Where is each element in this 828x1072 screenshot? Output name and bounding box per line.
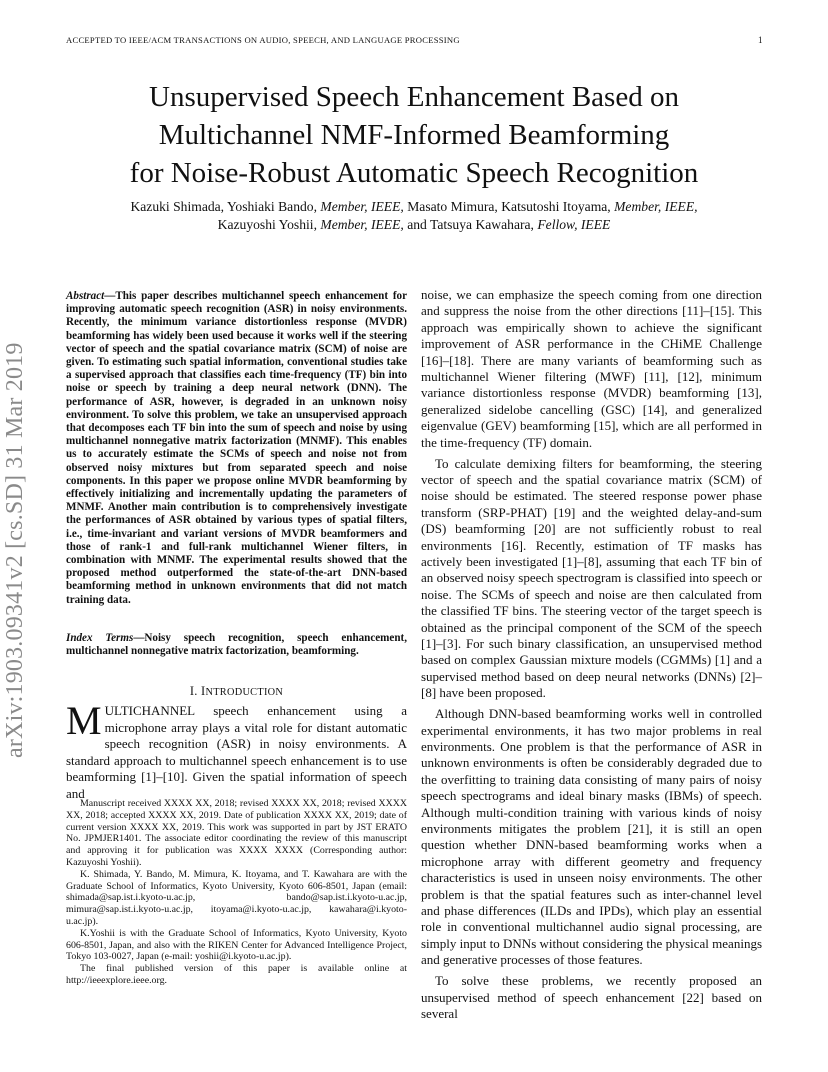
author-affiliation: Member, IEEE, xyxy=(320,199,404,214)
footnote: Manuscript received XXXX XX, 2018; revised XXXX XX, 2018; revised XXXX XX, 2018; accepted XXXX XX, 2019. Date of publication XXXX XX, 2019; date of current version XXXX XX, 2019. This work was supported in part by JST ERATO No. JPMJER1401. The associate editor coordinating the review of this manuscript and approving it for publication was XXXX XXXX (Corresponding author: Kazuyoshi Yoshii). xyxy=(66,798,407,868)
running-head: ACCEPTED TO IEEE/ACM TRANSACTIONS ON AUDIO, SPEECH, AND LANGUAGE PROCESSING xyxy=(66,35,460,45)
footnotes xyxy=(66,798,407,987)
author-text: Kazuki Shimada, Yoshiaki Bando, xyxy=(130,199,321,214)
title-line: Unsupervised Speech Enhancement Based on xyxy=(149,81,679,113)
index-terms xyxy=(66,632,407,658)
body-paragraph: To calculate demixing filters for beamforming, the steering vector of speech and the spatial covariance matrix (SCM) of noise should be estimated. The steered response power phase transform (SRP-PHAT) [19] and the weighted delay-and-sum (DS) beamforming [20] are not sufficiently robust to real environments [16]. Recently, estimation of TF masks has actively been investigated [1]–[8], assuming that each TF bin of an observed noisy speech spectrogram is classified into speech or noise. The SCMs of speech and noise are then calculated from the classified TF bins. The steering vector of the target speech is obtained as the principal component of the SCM of the speech [1]–[3]. For such binary classification, an unsupervised method based on complex Gaussian mixture models (CGMMs) [1] and a supervised method based on deep neural networks (DNNs) [2]–[8] have been proposed. xyxy=(421,455,762,701)
body-paragraph: To solve these problems, we recently proposed an unsupervised method of speech enhancement [22] based on several xyxy=(421,973,762,1021)
footnote: The final published version of this paper is available online at http://ieeexplore.ieee.org. xyxy=(66,963,407,986)
author-affiliation: Member, IEEE, xyxy=(320,217,404,232)
author-affiliation: Fellow, IEEE xyxy=(537,217,611,232)
author-affiliation: Member, IEEE, xyxy=(614,199,698,214)
footnote: K. Shimada, Y. Bando, M. Mimura, K. Itoyama, and T. Kawahara are with the Graduate School of Informatics, Kyoto University, Kyoto 606-8501, Japan (email: shimada@sap.ist.i.kyoto-u.ac.jp, bando@sap.ist.i.kyoto-u.ac.jp, mimura@sap.ist.i.kyoto-u.ac.jp, itoyama@i.kyoto-u.ac.jp, kawahara@i.kyoto-u.ac.jp). xyxy=(66,868,407,927)
section-numeral: I. I xyxy=(189,684,206,698)
author-line-1 xyxy=(50,198,778,216)
page-number: 1 xyxy=(758,35,763,45)
footnote: K.Yoshii is with the Graduate School of Informatics, Kyoto University, Kyoto 606-8501, Japan, and also with the RIKEN Center for Advanced Intelligence Project, Tokyo 103-0027, Japan (e-mail: yoshii@i.kyoto-u.ac.jp). xyxy=(66,927,407,963)
drop-cap: M xyxy=(66,698,102,743)
body-paragraph: noise, we can emphasize the speech coming from one direction and suppress the noise from the other directions [11]–[15]. This approach was empirically shown to achieve the significant improvement of ASR performance in the CHiME Challenge [16]–[18]. There are many variants of beamforming such as multichannel Wiener filtering (MWF) [11], [12], minimum variance distortionless response (MVDR) beamforming [13], generalized sidelobe cancelling (GSC) [14], and generalized eigenvalue (GEV) beamforming [15], which are all performed in the time-frequency (TF) domain. xyxy=(421,287,762,450)
abstract xyxy=(66,290,407,607)
intro-paragraph xyxy=(66,698,407,802)
title-line: Multichannel NMF-Informed Beamforming xyxy=(158,119,670,151)
intro-text: ULTICHANNEL speech enhancement using a microphone array plays a vital role for distant automatic speech recognition (ASR) in noisy environments. A standard approach to multichannel speech enhancement is to use beamforming [1]–[10]. Given the spatial information of speech and xyxy=(66,703,407,801)
author-text: and Tatsuya Kawahara, xyxy=(403,217,538,232)
title-line: for Noise-Robust Automatic Speech Recognition xyxy=(129,157,699,189)
author-text: Kazuyoshi Yoshii, xyxy=(217,217,321,232)
index-terms-text: —Noisy speech recognition, speech enhancement, multichannel nonnegative matrix factorization, beamforming. xyxy=(66,632,407,658)
arxiv-identifier[interactable]: arXiv:1903.09341v2 [cs.SD] 31 Mar 2019 xyxy=(2,342,28,758)
author-line-2 xyxy=(50,216,778,234)
index-terms-label: Index Terms xyxy=(66,632,134,644)
author-list xyxy=(50,198,778,234)
paper-title xyxy=(40,78,788,192)
right-column xyxy=(421,287,762,1022)
author-text: Masato Mimura, Katsutoshi Itoyama, xyxy=(403,199,615,214)
abstract-label: Abstract xyxy=(66,290,105,302)
section-title: NTRODUCTION xyxy=(205,687,284,698)
section-heading xyxy=(66,684,407,699)
abstract-text: —This paper describes multichannel speech enhancement for improving automatic speech recognition (ASR) in noisy environments. Recently, the minimum variance distortionless response (MVDR) beamforming has widely been used because it works well if the steering vector of speech and the spatial covariance matrix (SCM) of noise are given. To estimating such spatial information, conventional studies take a supervised approach that classifies each time-frequency (TF) bin into noise or speech by training a deep neural network (DNN). The performance of ASR, however, is degraded in an unknown noisy environment. To solve this problem, we take an unsupervised approach that decomposes each TF bin into the sum of speech and noise by using multichannel nonnegative matrix factorization (MNMF). This enables us to accurately estimate the SCMs of speech and noise not from observed noisy mixtures but from separated speech and noise components. In this paper we propose online MVDR beamforming by effectively initializing and incrementally updating the parameters of MNMF. Another main contribution is to comprehensively investigate the performances of ASR obtained by various types of spatial filters, i.e., time-invariant and variant versions of MVDR beamformers and those of rank-1 and full-rank multichannel Wiener filters, in combination with MNMF. The experimental results showed that the proposed method outperformed the state-of-the-art DNN-based beamforming method in unknown environments that did not match training data. xyxy=(66,290,407,606)
body-paragraph: Although DNN-based beamforming works well in controlled experimental environments, it has two major problems in real environments. One problem is that the performance of ASR in unknown environments is often be considerably degraded due to the overfitting to training data consisting of many pairs of noisy speech spectrograms and ideal binary masks (IBMs) of speech. Although multi-condition training with various kinds of noisy environments mitigates the problem [21], it is still an open question whether DNN-based beamforming works when a microphone array with different geometry and frequency characteristics is used in unseen noisy environments. The other problem is that the spatial features such as inter-channel level and phase differences (ILDs and IPDs), which play an essential role in conventional multichannel audio signal processing, are simply input to DNNs without considering the physical meanings and generative processes of those features. xyxy=(421,706,762,968)
